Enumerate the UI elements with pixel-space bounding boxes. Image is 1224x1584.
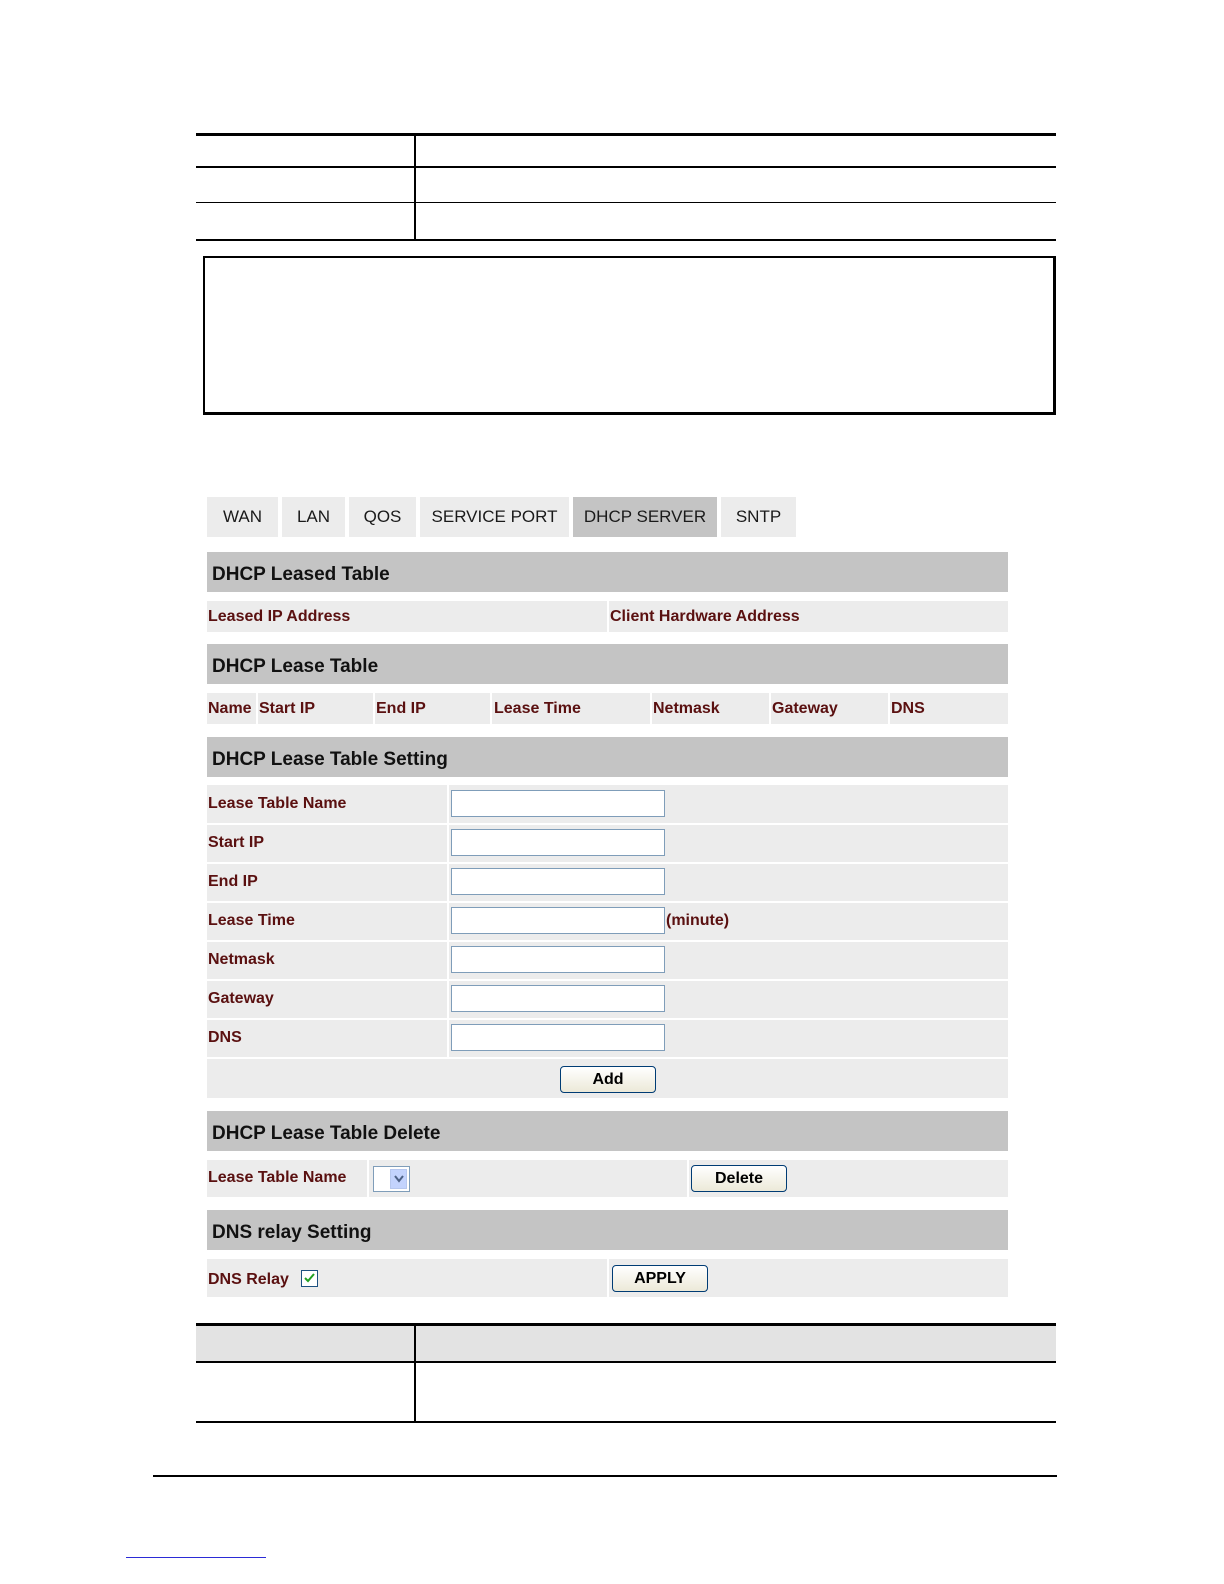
start-ip-input[interactable] — [451, 829, 665, 856]
lease-delete-title: DHCP Lease Table Delete — [207, 1111, 1008, 1151]
netmask-input[interactable] — [451, 946, 665, 973]
leased-table-title: DHCP Leased Table — [207, 552, 1008, 592]
delete-lease-table-name-label: Lease Table Name — [208, 1169, 347, 1186]
checkmark-icon — [302, 1271, 317, 1286]
lease-table-title: DHCP Lease Table — [207, 644, 1008, 684]
column-divider — [687, 1160, 689, 1197]
table-rule — [196, 133, 1056, 136]
column-leased-ip: Leased IP Address — [208, 608, 351, 625]
start-ip-label: Start IP — [208, 834, 265, 851]
row-divider — [207, 1018, 1008, 1020]
chevron-down-icon — [390, 1169, 407, 1189]
dns-label: DNS — [208, 1029, 242, 1046]
dns-input[interactable] — [451, 1024, 665, 1051]
doc-table-bottom — [196, 1323, 1056, 1424]
footer-rule — [153, 1475, 1057, 1477]
dns-relay-title: DNS relay Setting — [207, 1210, 1008, 1250]
lease-time-input[interactable] — [451, 907, 665, 934]
leased-table-header-row — [207, 601, 1008, 632]
lease-time-unit: (minute) — [666, 912, 730, 929]
row-divider — [207, 940, 1008, 942]
table-rule — [196, 1323, 1056, 1326]
table-column-rule — [414, 133, 416, 241]
table-rule — [196, 1361, 1056, 1363]
table-rule — [196, 1421, 1056, 1423]
table-column-rule — [414, 1323, 416, 1423]
column-divider — [373, 693, 375, 724]
table-rule — [196, 166, 1056, 168]
row-divider — [207, 901, 1008, 903]
lease-table-name-label: Lease Table Name — [208, 795, 347, 812]
end-ip-input[interactable] — [451, 868, 665, 895]
apply-button[interactable]: APPLY — [612, 1265, 708, 1292]
column-divider — [769, 693, 771, 724]
column-dns: DNS — [891, 700, 925, 717]
tab-sntp[interactable]: SNTP — [721, 497, 796, 537]
column-divider — [607, 601, 609, 632]
column-start-ip: Start IP — [259, 700, 316, 717]
column-end-ip: End IP — [376, 700, 426, 717]
tab-qos[interactable]: QOS — [349, 497, 416, 537]
lease-table-name-input[interactable] — [451, 790, 665, 817]
dns-relay-label: DNS Relay — [208, 1271, 289, 1288]
tab-wan[interactable]: WAN — [207, 497, 278, 537]
lease-time-label: Lease Time — [208, 912, 295, 929]
column-name: Name — [208, 700, 252, 717]
dns-relay-row — [207, 1259, 1008, 1297]
delete-button[interactable]: Delete — [691, 1165, 787, 1192]
column-lease-time: Lease Time — [494, 700, 581, 717]
column-divider — [650, 693, 652, 724]
add-button[interactable]: Add — [560, 1066, 656, 1093]
column-divider — [490, 693, 492, 724]
doc-table-top — [196, 133, 1056, 241]
row-divider — [207, 862, 1008, 864]
footer-link-underline[interactable] — [126, 1557, 266, 1558]
lease-setting-title: DHCP Lease Table Setting — [207, 737, 1008, 777]
column-gateway: Gateway — [772, 700, 838, 717]
note-box — [203, 256, 1056, 415]
column-divider — [888, 693, 890, 724]
table-header-shading — [196, 1325, 1056, 1362]
lease-table-header-row — [207, 693, 1008, 724]
dns-relay-checkbox[interactable] — [301, 1270, 318, 1287]
end-ip-label: End IP — [208, 873, 258, 890]
table-rule — [196, 239, 1056, 241]
row-divider — [207, 979, 1008, 981]
tab-dhcp-server[interactable]: DHCP SERVER — [573, 497, 717, 537]
lease-table-select[interactable] — [373, 1166, 410, 1192]
column-divider — [256, 693, 258, 724]
column-divider — [367, 1160, 369, 1197]
tab-service-port[interactable]: SERVICE PORT — [420, 497, 569, 537]
gateway-label: Gateway — [208, 990, 274, 1007]
column-divider — [607, 1259, 609, 1297]
row-divider — [207, 823, 1008, 825]
table-rule — [196, 202, 1056, 203]
row-divider — [207, 1057, 1008, 1059]
column-client-hw-address: Client Hardware Address — [610, 608, 800, 625]
column-netmask: Netmask — [653, 700, 720, 717]
netmask-label: Netmask — [208, 951, 275, 968]
gateway-input[interactable] — [451, 985, 665, 1012]
tab-lan[interactable]: LAN — [282, 497, 345, 537]
